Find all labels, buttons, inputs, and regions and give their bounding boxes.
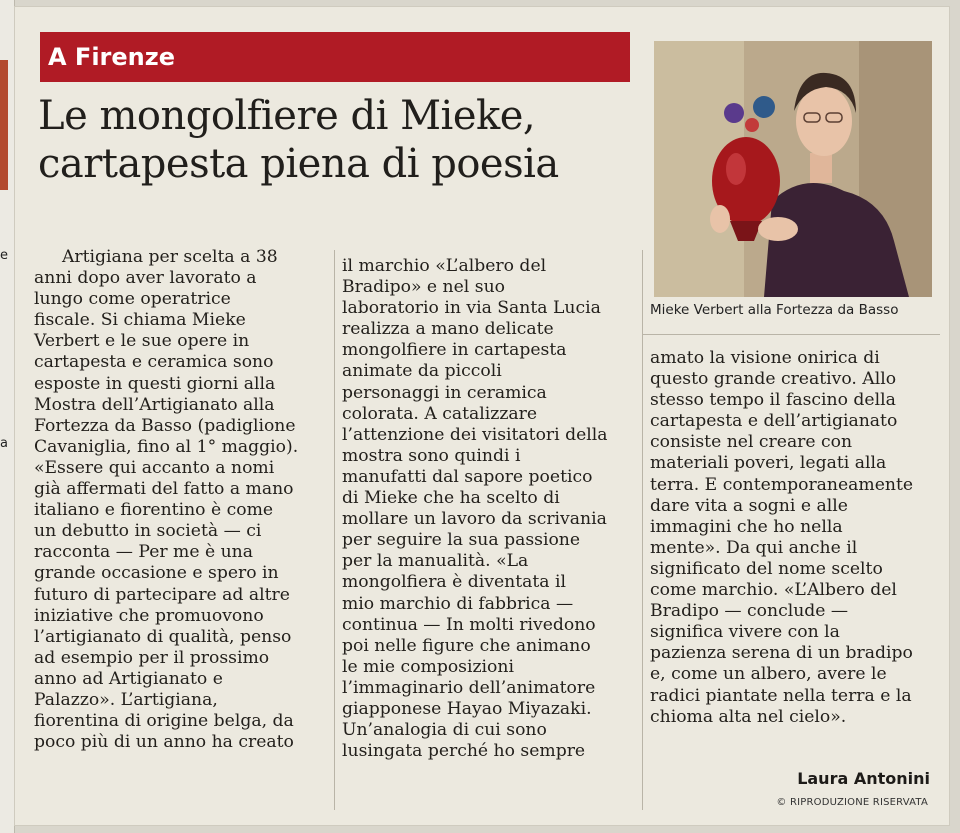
text-line: immagini che ho nella xyxy=(650,516,843,537)
author-byline: Laura Antonini xyxy=(797,769,930,788)
text-line: il marchio «L’albero del xyxy=(342,256,547,276)
text-line: per seguire la sua passione xyxy=(342,530,581,551)
text-line: pazienza serena di un bradipo xyxy=(650,643,913,664)
photo-illustration xyxy=(654,41,932,297)
text-line: anni dopo aver lavorato a xyxy=(34,268,257,289)
headline-line: cartapesta piena di poesia xyxy=(38,141,559,187)
text-line: per la manualità. «La xyxy=(342,551,529,572)
headline-line: Le mongolfiere di Mieke, xyxy=(38,93,536,139)
text-line: futuro di partecipare ad altre xyxy=(34,584,290,605)
text-line: l’attenzione dei visitatori della xyxy=(342,424,608,445)
text-line: chioma alta nel cielo». xyxy=(650,706,847,727)
text-line: Bradipo — conclude — xyxy=(650,601,849,622)
photo-caption: Mieke Verbert alla Fortezza da Basso xyxy=(650,302,899,318)
adjacent-page-edge xyxy=(0,0,15,833)
text-line: mostra sono quindi i xyxy=(342,445,521,466)
text-line: amato la visione onirica di xyxy=(650,348,880,368)
text-line: fiscale. Si chiama Mieke xyxy=(34,310,246,331)
text-line: Bradipo» e nel suo xyxy=(342,277,505,298)
text-line: colorata. A catalizzare xyxy=(342,403,538,424)
margin-glyph: a xyxy=(0,436,8,451)
article-photo xyxy=(654,41,932,297)
text-line: lusingata perché ho sempre xyxy=(342,741,586,762)
text-line: consiste nel creare con xyxy=(650,432,853,453)
text-line: materiali poveri, legati alla xyxy=(650,453,887,474)
text-line: poco più di un anno ha creato xyxy=(34,732,294,753)
text-line: terra. E contemporaneamente xyxy=(650,474,914,495)
text-line: laboratorio in via Santa Lucia xyxy=(342,298,601,319)
text-line: lungo come operatrice xyxy=(34,289,231,310)
text-line: continua — In molti rivedono xyxy=(342,614,596,635)
text-line: Un’analogia di cui sono xyxy=(342,720,547,741)
text-line: l’artigianato di qualità, penso xyxy=(34,626,292,647)
text-line: esposte in questi giorni alla xyxy=(34,373,276,394)
text-line: le mie composizioni xyxy=(342,656,514,677)
text-line: manufatti dal sapore poetico xyxy=(342,466,593,487)
text-line: significa vivere con la xyxy=(650,622,840,643)
text-line: stesso tempo il fascino della xyxy=(650,390,896,411)
text-line: italiano e fiorentino è come xyxy=(34,500,274,521)
copyright-notice: © RIPRODUZIONE RISERVATA xyxy=(776,797,928,808)
text-line: Artigiana per scelta a 38 xyxy=(62,247,278,267)
text-line: «Essere qui accanto a nomi xyxy=(34,457,275,478)
text-line: giapponese Hayao Miyazaki. xyxy=(342,698,592,719)
text-line: come marchio. «L’Albero del xyxy=(650,580,897,601)
text-line: cartapesta e dell’artigianato xyxy=(650,411,898,432)
text-line: già affermati del fatto a mano xyxy=(34,479,294,500)
article-column-2 xyxy=(342,256,642,762)
text-line: dare vita a sogni e alle xyxy=(650,495,848,516)
text-line: iniziative che promuovono xyxy=(34,605,264,626)
text-line: mongolfiera è diventata il xyxy=(342,572,566,593)
text-line: personaggi in ceramica xyxy=(342,382,547,403)
text-line: mio marchio di fabbrica — xyxy=(342,593,574,614)
text-line: l’immaginario dell’animatore xyxy=(342,677,596,698)
text-line: mollare un lavoro da scrivania xyxy=(342,509,607,530)
article-column-3 xyxy=(650,348,940,728)
text-line: di Mieke che ha scelto di xyxy=(342,488,560,509)
text-line: Palazzo». L’artigiana, xyxy=(34,689,218,710)
text-line: significato del nome scelto xyxy=(650,558,883,579)
text-line: Mostra dell’Artigianato alla xyxy=(34,394,275,415)
article-column-1 xyxy=(34,247,339,753)
text-line: Fortezza da Basso (padiglione xyxy=(34,415,296,436)
adjacent-page-image-fragment xyxy=(0,60,8,190)
section-kicker: A Firenze xyxy=(40,32,630,82)
margin-glyph: e xyxy=(0,248,8,263)
text-line: racconta — Per me è una xyxy=(34,542,253,563)
text-line: poi nelle figure che animano xyxy=(342,635,591,656)
text-line: grande occasione e spero in xyxy=(34,563,279,584)
text-line: e, come un albero, avere le xyxy=(650,664,887,685)
text-line: anno ad Artigianato e xyxy=(34,668,223,689)
text-line: fiorentina di origine belga, da xyxy=(34,711,294,732)
text-line: mongolfiere in cartapesta xyxy=(342,340,567,361)
text-line: Verbert e le sue opere in xyxy=(34,331,250,352)
text-line: un debutto in società — ci xyxy=(34,521,262,542)
headline xyxy=(38,92,638,188)
text-line: radici piantate nella terra e la xyxy=(650,685,912,706)
text-line: questo grande creativo. Allo xyxy=(650,369,897,390)
text-line: Cavaniglia, fino al 1° maggio). xyxy=(34,436,299,457)
text-line: cartapesta e ceramica sono xyxy=(34,352,274,373)
text-line: ad esempio per il prossimo xyxy=(34,647,270,668)
text-line: mente». Da qui anche il xyxy=(650,537,858,558)
text-line: realizza a mano delicate xyxy=(342,319,554,340)
text-line: animate da piccoli xyxy=(342,361,502,382)
caption-divider xyxy=(642,334,940,335)
